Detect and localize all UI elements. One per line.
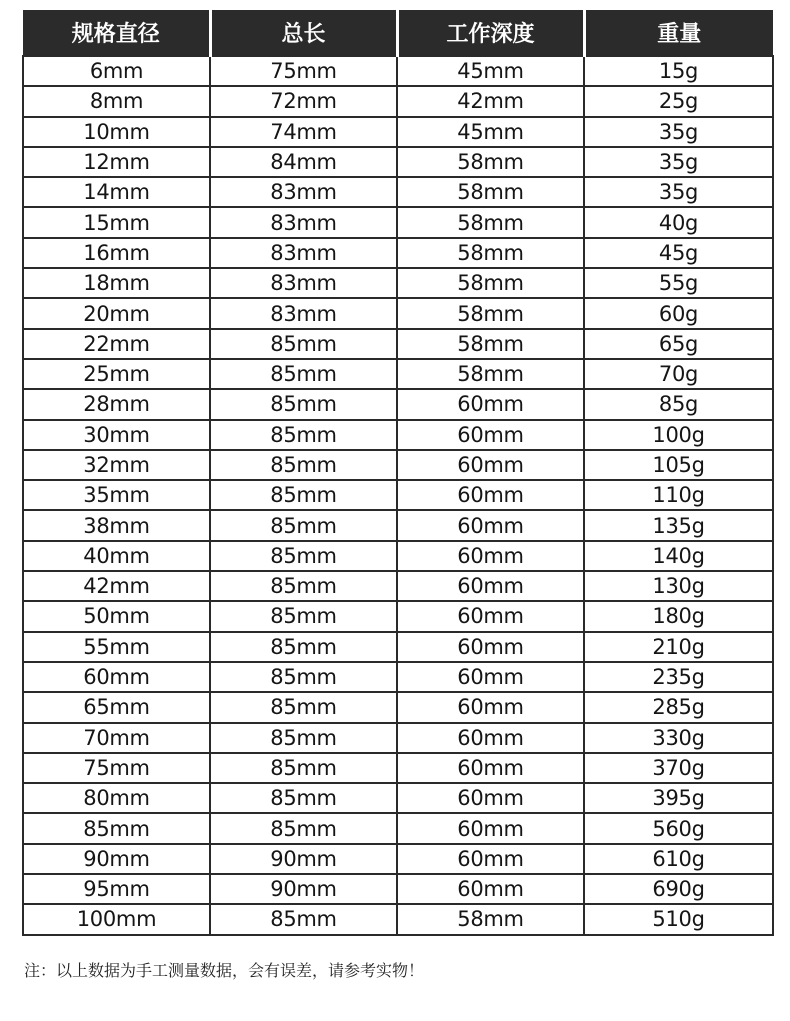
cell-working-depth: 45mm — [397, 117, 584, 147]
cell-total-length: 84mm — [210, 147, 397, 177]
cell-working-depth: 60mm — [397, 783, 584, 813]
table-row — [23, 541, 773, 571]
cell-weight: 65g — [584, 329, 773, 359]
table-row — [23, 632, 773, 662]
cell-total-length: 85mm — [210, 753, 397, 783]
cell-working-depth: 60mm — [397, 450, 584, 480]
table-row — [23, 117, 773, 147]
table-row — [23, 147, 773, 177]
header-total-length: 总长 — [210, 10, 397, 56]
cell-working-depth: 60mm — [397, 874, 584, 904]
cell-weight: 100g — [584, 420, 773, 450]
table-row — [23, 389, 773, 419]
cell-working-depth: 60mm — [397, 510, 584, 540]
cell-diameter: 90mm — [23, 844, 210, 874]
cell-diameter: 22mm — [23, 329, 210, 359]
table-row — [23, 662, 773, 692]
cell-total-length: 85mm — [210, 571, 397, 601]
cell-working-depth: 58mm — [397, 238, 584, 268]
cell-diameter: 18mm — [23, 268, 210, 298]
cell-total-length: 83mm — [210, 207, 397, 237]
table-row — [23, 329, 773, 359]
cell-total-length: 85mm — [210, 480, 397, 510]
cell-diameter: 80mm — [23, 783, 210, 813]
cell-total-length: 85mm — [210, 904, 397, 934]
cell-diameter: 12mm — [23, 147, 210, 177]
cell-diameter: 50mm — [23, 601, 210, 631]
cell-working-depth: 45mm — [397, 56, 584, 86]
cell-diameter: 25mm — [23, 359, 210, 389]
cell-weight: 35g — [584, 177, 773, 207]
cell-total-length: 85mm — [210, 329, 397, 359]
cell-working-depth: 58mm — [397, 359, 584, 389]
cell-total-length: 83mm — [210, 298, 397, 328]
cell-weight: 285g — [584, 692, 773, 722]
cell-total-length: 85mm — [210, 723, 397, 753]
cell-weight: 395g — [584, 783, 773, 813]
cell-diameter: 40mm — [23, 541, 210, 571]
cell-diameter: 30mm — [23, 420, 210, 450]
table-body — [23, 56, 773, 935]
table-row — [23, 268, 773, 298]
cell-weight: 130g — [584, 571, 773, 601]
cell-weight: 510g — [584, 904, 773, 934]
cell-weight: 690g — [584, 874, 773, 904]
cell-working-depth: 60mm — [397, 844, 584, 874]
cell-total-length: 85mm — [210, 389, 397, 419]
table-header — [23, 10, 773, 56]
cell-weight: 135g — [584, 510, 773, 540]
cell-total-length: 83mm — [210, 177, 397, 207]
table-row — [23, 359, 773, 389]
cell-working-depth: 58mm — [397, 298, 584, 328]
cell-weight: 560g — [584, 813, 773, 843]
table-row — [23, 420, 773, 450]
table-row — [23, 571, 773, 601]
cell-diameter: 28mm — [23, 389, 210, 419]
cell-working-depth: 60mm — [397, 813, 584, 843]
cell-weight: 45g — [584, 238, 773, 268]
footnote: 注：以上数据为手工测量数据，会有误差，请参考实物！ — [24, 961, 425, 980]
cell-total-length: 75mm — [210, 56, 397, 86]
cell-total-length: 85mm — [210, 420, 397, 450]
cell-working-depth: 58mm — [397, 177, 584, 207]
cell-weight: 235g — [584, 662, 773, 692]
spec-table — [22, 10, 774, 936]
cell-diameter: 10mm — [23, 117, 210, 147]
cell-working-depth: 60mm — [397, 389, 584, 419]
cell-diameter: 95mm — [23, 874, 210, 904]
cell-weight: 15g — [584, 56, 773, 86]
cell-weight: 35g — [584, 147, 773, 177]
header-weight: 重量 — [584, 10, 773, 56]
cell-weight: 25g — [584, 86, 773, 116]
cell-working-depth: 58mm — [397, 904, 584, 934]
table-row — [23, 692, 773, 722]
table-row — [23, 753, 773, 783]
cell-diameter: 100mm — [23, 904, 210, 934]
cell-diameter: 85mm — [23, 813, 210, 843]
cell-total-length: 85mm — [210, 359, 397, 389]
cell-diameter: 16mm — [23, 238, 210, 268]
cell-diameter: 15mm — [23, 207, 210, 237]
cell-diameter: 8mm — [23, 86, 210, 116]
header-diameter: 规格直径 — [23, 10, 210, 56]
cell-total-length: 85mm — [210, 632, 397, 662]
cell-working-depth: 58mm — [397, 147, 584, 177]
cell-working-depth: 60mm — [397, 692, 584, 722]
cell-weight: 85g — [584, 389, 773, 419]
table-row — [23, 480, 773, 510]
cell-total-length: 85mm — [210, 813, 397, 843]
table-row — [23, 723, 773, 753]
cell-working-depth: 60mm — [397, 420, 584, 450]
cell-weight: 210g — [584, 632, 773, 662]
cell-working-depth: 58mm — [397, 207, 584, 237]
cell-weight: 610g — [584, 844, 773, 874]
cell-total-length: 72mm — [210, 86, 397, 116]
cell-diameter: 42mm — [23, 571, 210, 601]
table-row — [23, 56, 773, 86]
cell-weight: 105g — [584, 450, 773, 480]
cell-weight: 70g — [584, 359, 773, 389]
cell-weight: 330g — [584, 723, 773, 753]
table-row — [23, 601, 773, 631]
cell-weight: 180g — [584, 601, 773, 631]
cell-weight: 40g — [584, 207, 773, 237]
cell-working-depth: 42mm — [397, 86, 584, 116]
table-row — [23, 238, 773, 268]
table-row — [23, 86, 773, 116]
cell-diameter: 55mm — [23, 632, 210, 662]
cell-weight: 110g — [584, 480, 773, 510]
cell-working-depth: 58mm — [397, 268, 584, 298]
cell-diameter: 32mm — [23, 450, 210, 480]
cell-diameter: 35mm — [23, 480, 210, 510]
cell-working-depth: 60mm — [397, 541, 584, 571]
cell-weight: 55g — [584, 268, 773, 298]
cell-working-depth: 60mm — [397, 632, 584, 662]
cell-working-depth: 60mm — [397, 571, 584, 601]
cell-weight: 60g — [584, 298, 773, 328]
cell-diameter: 20mm — [23, 298, 210, 328]
cell-diameter: 65mm — [23, 692, 210, 722]
cell-total-length: 85mm — [210, 783, 397, 813]
cell-total-length: 85mm — [210, 541, 397, 571]
cell-working-depth: 60mm — [397, 753, 584, 783]
cell-diameter: 75mm — [23, 753, 210, 783]
cell-working-depth: 58mm — [397, 329, 584, 359]
cell-diameter: 38mm — [23, 510, 210, 540]
table-row — [23, 207, 773, 237]
cell-diameter: 60mm — [23, 662, 210, 692]
cell-diameter: 70mm — [23, 723, 210, 753]
table-row — [23, 813, 773, 843]
table-row — [23, 783, 773, 813]
table-row — [23, 177, 773, 207]
cell-total-length: 85mm — [210, 601, 397, 631]
cell-diameter: 14mm — [23, 177, 210, 207]
cell-weight: 370g — [584, 753, 773, 783]
cell-total-length: 85mm — [210, 662, 397, 692]
header-working-depth: 工作深度 — [397, 10, 584, 56]
cell-total-length: 85mm — [210, 510, 397, 540]
cell-total-length: 83mm — [210, 268, 397, 298]
header-row — [23, 10, 773, 56]
table-row — [23, 450, 773, 480]
cell-working-depth: 60mm — [397, 601, 584, 631]
cell-weight: 35g — [584, 117, 773, 147]
cell-working-depth: 60mm — [397, 662, 584, 692]
cell-diameter: 6mm — [23, 56, 210, 86]
cell-working-depth: 60mm — [397, 480, 584, 510]
table-row — [23, 844, 773, 874]
cell-working-depth: 60mm — [397, 723, 584, 753]
cell-total-length: 85mm — [210, 692, 397, 722]
table-row — [23, 904, 773, 934]
table-row — [23, 298, 773, 328]
cell-total-length: 85mm — [210, 450, 397, 480]
cell-total-length: 90mm — [210, 844, 397, 874]
cell-total-length: 74mm — [210, 117, 397, 147]
table-row — [23, 874, 773, 904]
cell-total-length: 83mm — [210, 238, 397, 268]
cell-total-length: 90mm — [210, 874, 397, 904]
table-row — [23, 510, 773, 540]
cell-weight: 140g — [584, 541, 773, 571]
